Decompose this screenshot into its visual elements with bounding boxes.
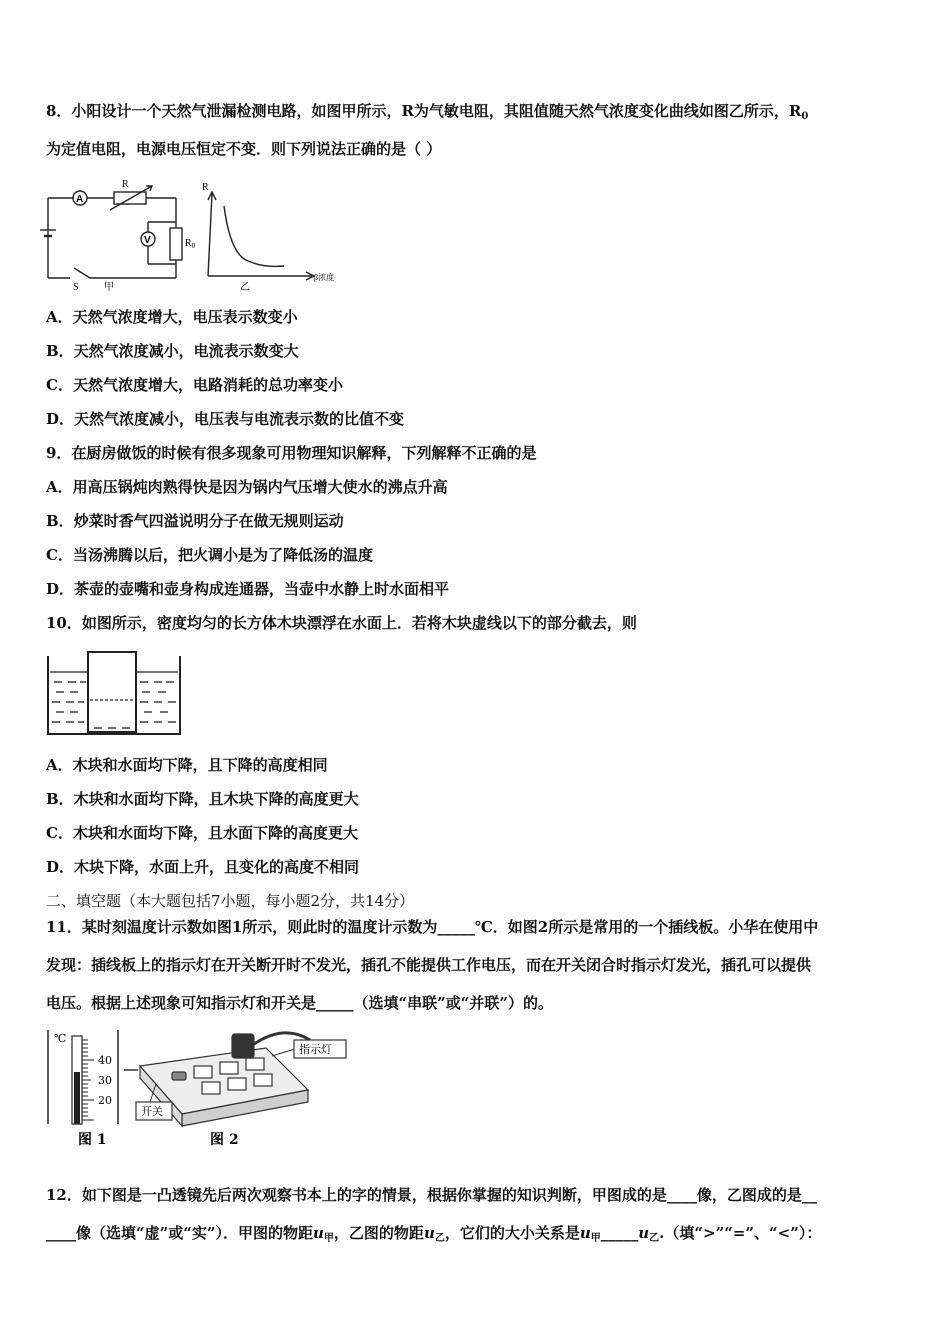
resistor-r0-label: $R_0$ xyxy=(185,238,196,250)
thermometer-unit: ℃ xyxy=(54,1032,67,1045)
graph-x-axis-label: β浓度 xyxy=(314,273,335,282)
q8-option-c: C．天然气浓度增大，电路消耗的总功率变小 xyxy=(46,376,343,394)
q8-stem-line2: 为定值电阻，电源电压恒定不变．则下列说法正确的是（ ） xyxy=(46,140,442,158)
q8-stem-line1: 8．小阳设计一个天然气泄漏检测电路，如图甲所示，R为气敏电阻，其阻值随天然气浓度变化曲线如图乙所示，$R_0$ xyxy=(46,102,809,122)
q11-stem-line1: 11．某时刻温度计示数如图1所示，则此时的温度计示数为_____℃．如图2所示是常用的一个插线板。小华在使用中 xyxy=(46,918,819,936)
thermometer-tick-20: 20 xyxy=(98,1094,112,1107)
q8-option-b: B．天然气浓度减小，电流表示数变大 xyxy=(46,342,299,360)
graph-y-axis-label: R xyxy=(202,182,209,193)
q10-option-c: C．木块和水面均下降，且水面下降的高度更大 xyxy=(46,824,358,842)
switch-s-label: S xyxy=(73,282,79,292)
section-heading-fill-in: 二、填空题（本大题包括7小题，每小题2分，共14分） xyxy=(46,892,415,910)
thermometer-tick-30: 30 xyxy=(98,1074,112,1087)
figure-1-caption: 图 1 xyxy=(78,1132,107,1148)
voltmeter-symbol: V xyxy=(144,235,151,246)
resistor-r-label: R xyxy=(122,179,129,190)
q10-option-d: D．木块下降，水面上升，且变化的高度不相同 xyxy=(46,858,360,876)
q8-option-d: D．天然气浓度减小，电压表与电流表示数的比值不变 xyxy=(46,410,405,428)
q9-stem: 9．在厨房做饭的时候有很多现象可用物理知识解释，下列解释不正确的是 xyxy=(46,444,537,462)
ammeter-symbol: A xyxy=(76,194,84,205)
q10-option-a: A．木块和水面均下降，且下降的高度相同 xyxy=(46,756,328,774)
q10-beaker-figure xyxy=(44,650,184,740)
q10-option-b: B．木块和水面均下降，且木块下降的高度更大 xyxy=(46,790,359,808)
q9-option-b: B．炒菜时香气四溢说明分子在做无规则运动 xyxy=(46,512,344,530)
q11-stem-line2: 发现：插线板上的指示灯在开关断开时不发光，插孔不能提供工作电压，而在开关闭合时指示灯发光，插孔可以提供 xyxy=(46,956,812,974)
thermometer-tick-40: 40 xyxy=(98,1054,112,1067)
figure-jia-label: 甲 xyxy=(104,282,114,292)
q12-stem-line1: 12．如下图是一凸透镜先后两次观察书本上的字的情景，根据你掌握的知识判断，甲图成的是____像，乙图成的是__ xyxy=(46,1186,817,1204)
figure-2-caption: 图 2 xyxy=(210,1132,239,1148)
q9-option-a: A．用高压锅炖肉熟得快是因为锅内气压增大使水的沸点升高 xyxy=(46,478,448,496)
q11-stem-line3: 电压。根据上述现象可知指示灯和开关是_____（选填“串联”或“并联”）的。 xyxy=(46,994,554,1012)
q8-circuit-figure xyxy=(40,172,345,292)
switch-label: 开关 xyxy=(141,1105,163,1118)
q8-option-a: A．天然气浓度增大，电压表示数变小 xyxy=(46,308,298,326)
q10-stem: 10．如图所示，密度均匀的长方体木块漂浮在水面上．若将木块虚线以下的部分截去，则 xyxy=(46,614,637,632)
indicator-light-label: 指示灯 xyxy=(299,1043,332,1056)
q9-option-c: C．当汤沸腾以后，把火调小是为了降低汤的温度 xyxy=(46,546,373,564)
q11-figures xyxy=(44,1026,354,1152)
q12-stem-line2: ____像（选填“虚”或“实”）．甲图的物距$u_甲$，乙图的物距$u_乙$，它们的大小关系是$u_甲\_\_\_\_\_u_乙$.（填“>”“=”、“<”）： xyxy=(46,1224,822,1244)
q9-option-d: D．茶壶的壶嘴和壶身构成连通器，当壶中水静上时水面相平 xyxy=(46,580,450,598)
figure-yi-label: 乙 xyxy=(240,282,250,292)
